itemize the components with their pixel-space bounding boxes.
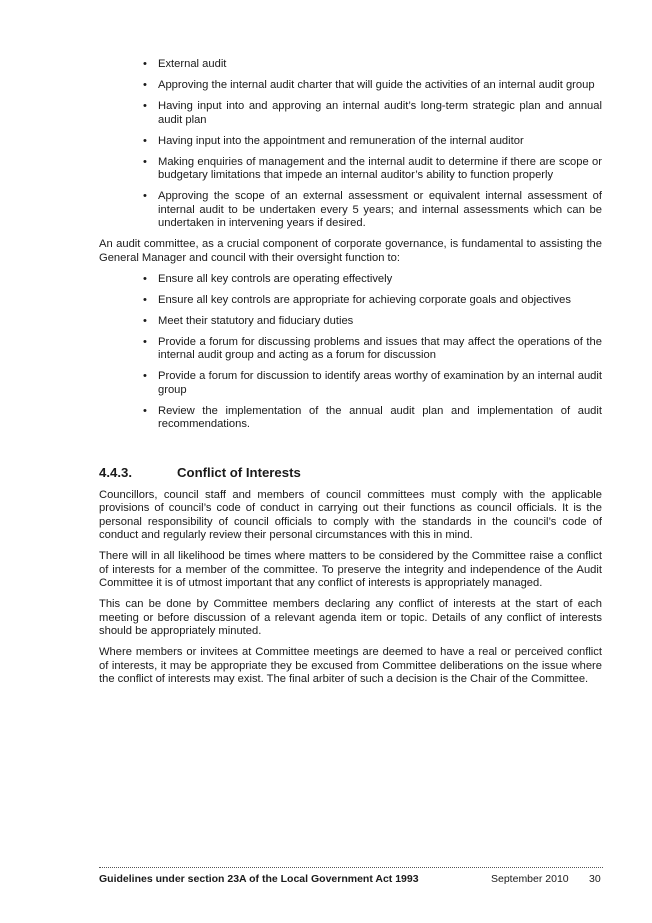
list-item: • Having input into the appointment and remuneration of the internal auditor xyxy=(99,135,602,149)
bullet-icon: • xyxy=(143,272,147,285)
bullet-icon: • xyxy=(143,404,147,417)
page-footer xyxy=(99,872,603,886)
list-item: • Review the implementation of the annual audit plan and implementation of audit recommendations. xyxy=(99,405,602,432)
audit-functions-list xyxy=(99,58,602,231)
bullet-icon: • xyxy=(143,314,147,327)
bullet-icon: • xyxy=(143,293,147,306)
list-item: • Meet their statutory and fiduciary duties xyxy=(99,315,602,329)
paragraph: Where members or invitees at Committee meetings are deemed to have a real or perceived conflict of interests, it may be appropriate they be excused from Committee deliberations on the issue where the conflict of interests may exist. The final arbiter of such a decision is the Chair of the Committee. xyxy=(99,646,602,685)
list-item: • Ensure all key controls are operating effectively xyxy=(99,273,602,287)
list-item: • Making enquiries of management and the internal audit to determine if there are scope or budgetary limitations that impede an internal auditor’s ability to function properly xyxy=(99,156,602,183)
section-heading xyxy=(99,465,602,481)
page-body xyxy=(99,58,602,694)
paragraph: Councillors, council staff and members of council committees must comply with the applicable provisions of council’s code of conduct in carrying out their functions as council officials. It is the personal responsibility of council officials to comply with the standards in the council’s code of conduct and regularly review their personal circumstances with this in mind. xyxy=(99,488,602,541)
section-title: Conflict of Interests xyxy=(177,464,301,480)
footer-date: September 2010 xyxy=(491,873,569,885)
bullet-icon: • xyxy=(143,155,147,168)
footer-title: Guidelines under section 23A of the Local Government Act 1993 xyxy=(99,873,419,885)
list-item: • Approving the scope of an external assessment or equivalent internal assessment of internal audit to be undertaken every 5 years; and internal assessments which can be undertaken in intervening years if desired. xyxy=(99,190,602,231)
intro-paragraph: An audit committee, as a crucial component of corporate governance, is fundamental to assisting the General Manager and council with their oversight function to: xyxy=(99,238,602,264)
page-number: 30 xyxy=(589,873,601,885)
bullet-icon: • xyxy=(143,134,147,147)
bullet-icon: • xyxy=(143,79,147,91)
section-number: 4.4.3. xyxy=(99,464,132,480)
oversight-functions-list xyxy=(99,273,602,432)
bullet-icon: • xyxy=(143,335,147,348)
bullet-icon: • xyxy=(143,58,147,70)
paragraph: This can be done by Committee members declaring any conflict of interests at the start of each meeting or before discussion of a relevant agenda item or topic. Details of any conflict of interests should be appropriately minuted. xyxy=(99,598,602,637)
paragraph: There will in all likelihood be times where matters to be considered by the Committee raise a conflict of interests for a member of the committee. To preserve the integrity and independence of the Audit Committee it is of utmost important that any conflict of interests is appropriately managed. xyxy=(99,550,602,589)
bullet-icon: • xyxy=(143,370,147,382)
bullet-icon: • xyxy=(143,190,147,202)
list-item: • Provide a forum for discussing problems and issues that may affect the operations of the internal audit group and acting as a forum for discussion xyxy=(99,336,602,363)
list-item: • Provide a forum for discussion to identify areas worthy of examination by an internal audit group xyxy=(99,370,602,397)
list-item: • Ensure all key controls are appropriate for achieving corporate goals and objectives xyxy=(99,294,602,308)
list-item: • Having input into and approving an internal audit’s long-term strategic plan and annual audit plan xyxy=(99,100,602,127)
list-item: • External audit xyxy=(99,58,602,72)
footer-divider xyxy=(99,867,603,868)
list-item: • Approving the internal audit charter that will guide the activities of an internal audit group xyxy=(99,79,602,93)
bullet-icon: • xyxy=(143,100,147,112)
